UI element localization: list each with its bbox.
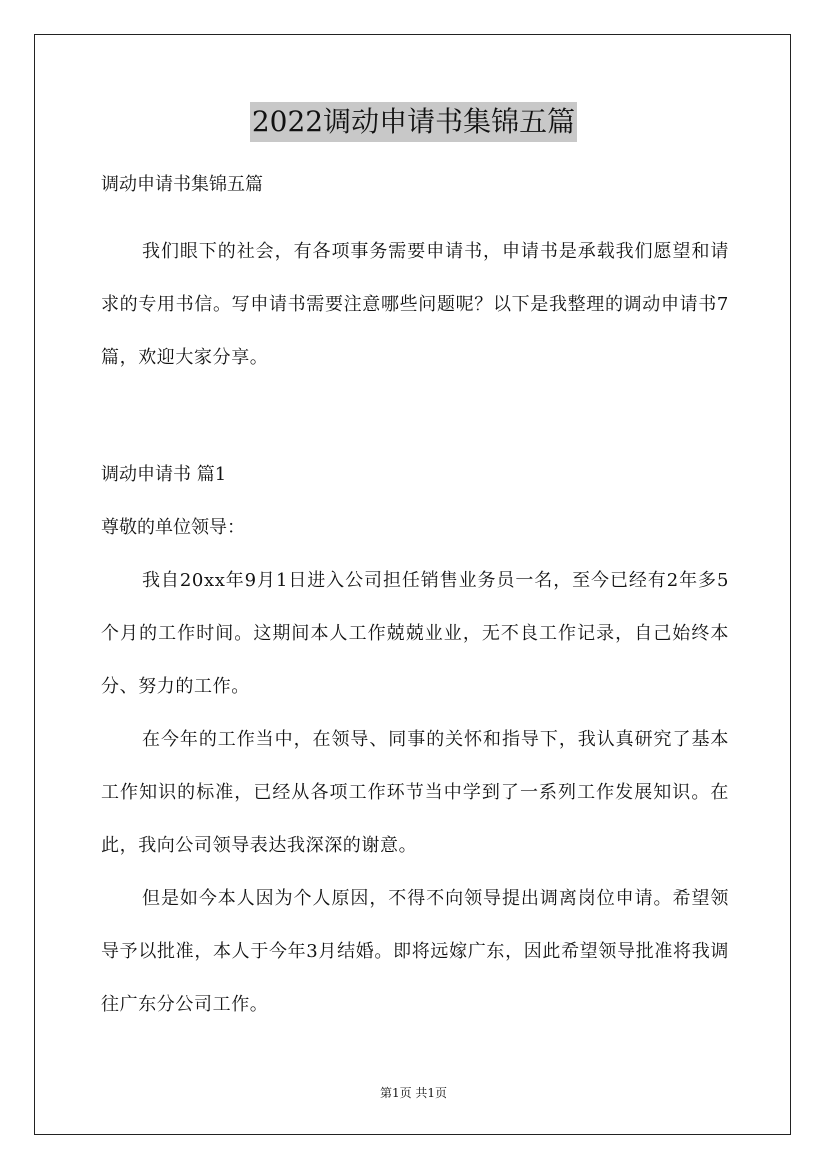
document-body bbox=[101, 172, 729, 1031]
salutation: 尊敬的单位领导： bbox=[101, 517, 245, 538]
title-container bbox=[0, 102, 827, 142]
document-subtitle: 调动申请书集锦五篇 bbox=[101, 174, 263, 195]
section-spacer bbox=[101, 384, 729, 462]
body-paragraph: 在今年的工作当中，在领导、同事的关怀和指导下，我认真研究了基本工作知识的标准，已经从各项工作环节当中学到了一系列工作发展知识。在此，我向公司领导表达我深深的谢意。 bbox=[101, 729, 729, 856]
section-heading: 调动申请书 篇1 bbox=[101, 464, 227, 485]
body-paragraph: 我自20xx年9月1日进入公司担任销售业务员一名，至今已经有2年多5个月的工作时间。这期间本人工作兢兢业业，无不良工作记录，自己始终本分、努力的工作。 bbox=[101, 570, 729, 697]
body-paragraph: 但是如今本人因为个人原因，不得不向领导提出调离岗位申请。希望领导予以批准，本人于今年3月结婚。即将远嫁广东，因此希望领导批准将我调往广东分公司工作。 bbox=[101, 888, 729, 1015]
intro-paragraph: 我们眼下的社会，有各项事务需要申请书，申请书是承载我们愿望和请求的专用书信。写申请书需要注意哪些问题呢？以下是我整理的调动申请书7篇，欢迎大家分享。 bbox=[101, 241, 729, 368]
document-title: 2022调动申请书集锦五篇 bbox=[250, 102, 577, 142]
page-footer: 第1页 共1页 bbox=[379, 1086, 448, 1100]
